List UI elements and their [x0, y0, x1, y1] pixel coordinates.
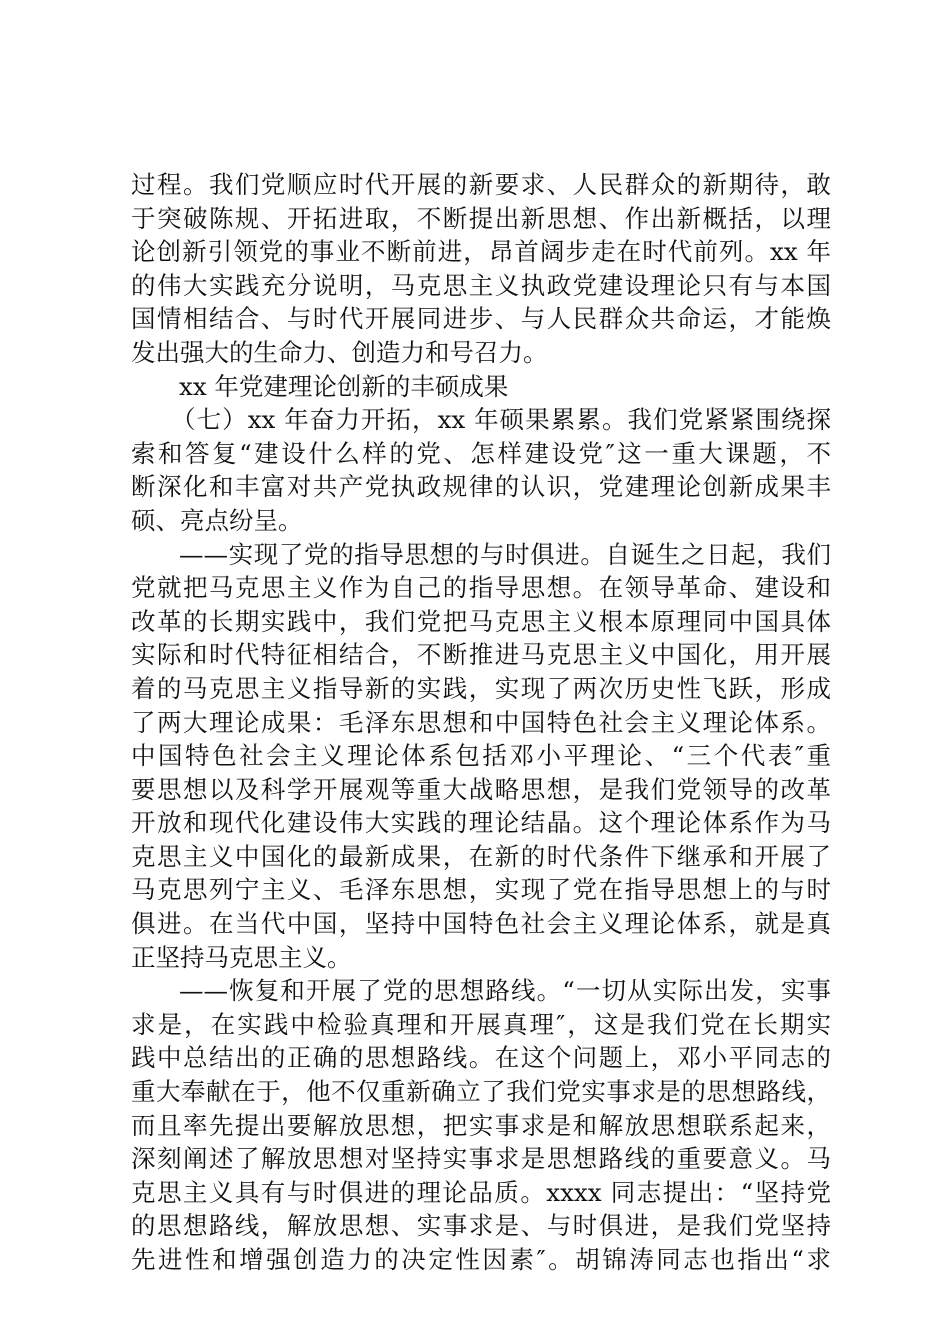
text-line: 的思想路线，解放思想、实事求是、与时俱进，是我们党坚持: [131, 1211, 831, 1241]
text-line: 而且率先提出要解放思想，把实事求是和解放思想联系起来，: [131, 1110, 831, 1140]
text-line: 发出强大的生命力、创造力和号召力。: [131, 337, 548, 367]
text-line: 着的马克思主义指导新的实践，实现了两次历史性飞跃，形成: [131, 673, 831, 703]
text-line: 践中总结出的正确的思想路线。在这个问题上，邓小平同志的: [131, 1043, 831, 1073]
text-line: 正坚持马克思主义。: [131, 942, 352, 972]
section-heading: xx 年党建理论创新的丰硕成果: [179, 371, 509, 401]
text-line: 改革的长期实践中，我们党把马克思主义根本原理同中国具体: [131, 606, 831, 636]
text-line: 中国特色社会主义理论体系包括邓小平理论、“三个代表″重: [131, 741, 831, 771]
text-line: 断深化和丰富对共产党执政规律的认识，党建理论创新成果丰: [131, 472, 831, 502]
text-line: 实际和时代特征相结合，不断推进马克思主义中国化，用开展: [131, 640, 831, 670]
text-line: ——恢复和开展了党的思想路线。“一切从实际出发，实事: [179, 976, 831, 1006]
text-line: 过程。我们党顺应时代开展的新要求、人民群众的新期待，敢: [131, 170, 831, 199]
text-line: 克思主义中国化的最新成果，在新的时代条件下继承和开展了: [131, 841, 831, 871]
text-line: 党就把马克思主义作为自己的指导思想。在领导革命、建设和: [131, 573, 831, 603]
text-line: （七）xx 年奋力开拓，xx 年硕果累累。我们党紧紧围绕探: [171, 405, 831, 435]
document-body: [131, 168, 831, 1277]
text-line: 先进性和增强创造力的决定性因素″。胡锦涛同志也指出“求: [131, 1245, 831, 1274]
text-line: 深刻阐述了解放思想对坚持实事求是思想路线的重要意义。马: [131, 1144, 831, 1174]
text-line: 开放和现代化建设伟大实践的理论结晶。这个理论体系作为马: [131, 808, 831, 838]
text-line: 硕、亮点纷呈。: [131, 505, 303, 535]
text-line: 国情相结合、与时代开展同进步、与人民群众共命运，才能焕: [131, 304, 831, 334]
text-line: 索和答复“建设什么样的党、怎样建设党″这一重大课题，不: [131, 438, 831, 468]
text-line: 于突破陈规、开拓进取，不断提出新思想、作出新概括，以理: [131, 203, 831, 233]
text-line: 马克思列宁主义、毛泽东思想，实现了党在指导思想上的与时: [131, 875, 831, 905]
text-line: 的伟大实践充分说明，马克思主义执政党建设理论只有与本国: [131, 270, 831, 300]
text-line: 重大奉献在于，他不仅重新确立了我们党实事求是的思想路线，: [131, 1077, 831, 1107]
text-line: 论创新引领党的事业不断前进，昂首阔步走在时代前列。xx 年: [131, 237, 831, 267]
text-line: 克思主义具有与时俱进的理论品质。xxxx 同志提出：“坚持党: [131, 1177, 831, 1207]
text-line: 俱进。在当代中国，坚持中国特色社会主义理论体系，就是真: [131, 909, 831, 939]
text-line: 求是，在实践中检验真理和开展真理″，这是我们党在长期实: [131, 1009, 831, 1039]
text-line: ——实现了党的指导思想的与时俱进。自诞生之日起，我们: [179, 539, 831, 569]
text-line: 要思想以及科学开展观等重大战略思想，是我们党领导的改革: [131, 774, 831, 804]
text-line: 了两大理论成果：毛泽东思想和中国特色社会主义理论体系。: [131, 707, 831, 737]
